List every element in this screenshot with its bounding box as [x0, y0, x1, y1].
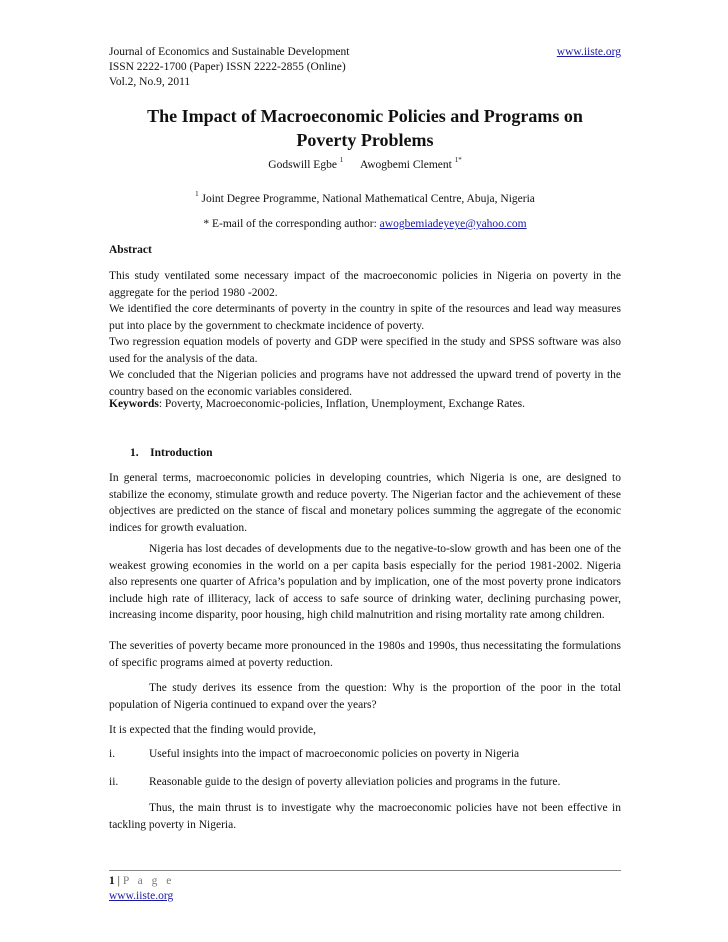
volume-line: Vol.2, No.9, 2011	[109, 76, 191, 88]
author-list	[109, 156, 621, 171]
abstract-sentence-4: We concluded that the Nigerian policies and programs have not addressed the upward trend of poverty in the country based on the economic variables considered.	[109, 369, 621, 398]
list-item-number: ii.	[109, 776, 119, 788]
section-heading-introduction	[130, 447, 213, 459]
title-line-1: The Impact of Macroeconomic Policies and Programs on	[147, 106, 583, 126]
paragraph-6: Thus, the main thrust is to investigate why the macroeconomic policies have not been effective in tackling poverty in Nigeria.	[109, 802, 621, 831]
corresponding-email	[109, 218, 621, 230]
abstract-body	[109, 268, 621, 400]
list-item	[109, 748, 621, 760]
abstract-sentence-1: This study ventilated some necessary impact of the macroeconomic policies in Nigeria on poverty in the aggregate for the period 1980 -2002.	[109, 270, 621, 299]
paragraph-2: Nigeria has lost decades of developments due to the negative-to-slow growth and has been one of the weakest growing economies in the world on a per capita basis especially for the period 1981-2002. Nigeria also represents one quarter of Africa’s population and by implication, one of the most poverty prone indicators include high rate of illiteracy, lack of access to safe source of drinking water, declining purchasing power, increasing income disparity, poor housing, high child malnutrition and rising mortality rate among children.	[109, 543, 621, 621]
email-label: * E-mail of the corresponding author:	[203, 218, 380, 230]
paragraph-3: The severities of poverty became more pronounced in the 1980s and 1990s, thus necessitating the formulations of specific programs aimed at poverty reduction.	[109, 640, 621, 669]
paragraph-5: It is expected that the finding would provide,	[109, 724, 316, 736]
abstract-heading: Abstract	[109, 244, 152, 256]
footer-url-link[interactable]: www.iiste.org	[109, 890, 174, 902]
list-item-text: Reasonable guide to the design of poverty alleviation policies and programs in the future.	[149, 776, 561, 788]
email-link[interactable]: awogbemiadeyeye@yahoo.com	[379, 218, 527, 230]
affiliation	[109, 190, 621, 205]
page-footer	[109, 874, 174, 904]
author-1-affil-mark: 1	[339, 156, 344, 164]
keywords	[109, 396, 621, 413]
section-number: 1.	[130, 447, 139, 459]
affiliation-text: Joint Degree Programme, National Mathematical Centre, Abuja, Nigeria	[201, 193, 535, 205]
author-2-affil-mark: 1*	[454, 156, 462, 164]
journal-name: Journal of Economics and Sustainable Development	[109, 46, 350, 58]
running-header	[109, 45, 621, 90]
page-word: P a g e	[122, 875, 175, 887]
author-1: Godswill Egbe	[268, 159, 337, 171]
list-item-text: Useful insights into the impact of macroeconomic policies on poverty in Nigeria	[149, 748, 520, 760]
keywords-text: : Poverty, Macroeconomic-policies, Inflation, Unemployment, Exchange Rates.	[158, 398, 526, 410]
list-item-number: i.	[109, 748, 116, 760]
section-title: Introduction	[150, 447, 213, 459]
paper-title	[109, 104, 621, 152]
paragraph-1: In general terms, macroeconomic policies in developing countries, which Nigeria is one, are designed to stabilize the economy, stimulate growth and reduce poverty. The Nigerian factor and the achievement of these objectives are predicted on the stance of fiscal and monetary polices summing the aggregate of the economic indices for growth evaluation.	[109, 472, 621, 534]
issn-line: ISSN 2222-1700 (Paper) ISSN 2222-2855 (Online)	[109, 61, 346, 73]
header-url-link[interactable]: www.iiste.org	[556, 46, 621, 58]
abstract-sentence-3: Two regression equation models of poverty and GDP were specified in the study and SPSS software was also used for the analysis of the data.	[109, 336, 621, 365]
title-line-2: Poverty Problems	[296, 130, 434, 150]
footer-divider	[109, 870, 621, 871]
footer-separator: |	[114, 875, 123, 887]
abstract-sentence-2: We identified the core determinants of poverty in the country in spite of the resources and lead way measures put into place by the government to checkmate incidence of poverty.	[109, 303, 621, 332]
keywords-label: Keywords	[109, 398, 159, 410]
author-2: Awogbemi Clement	[359, 159, 452, 171]
paragraph-4: The study derives its essence from the question: Why is the proportion of the poor in the total population of Nigeria continued to expand over the years?	[109, 682, 621, 711]
affiliation-mark: 1	[195, 190, 199, 198]
list-item	[109, 776, 621, 788]
page-number: 1	[109, 875, 115, 887]
